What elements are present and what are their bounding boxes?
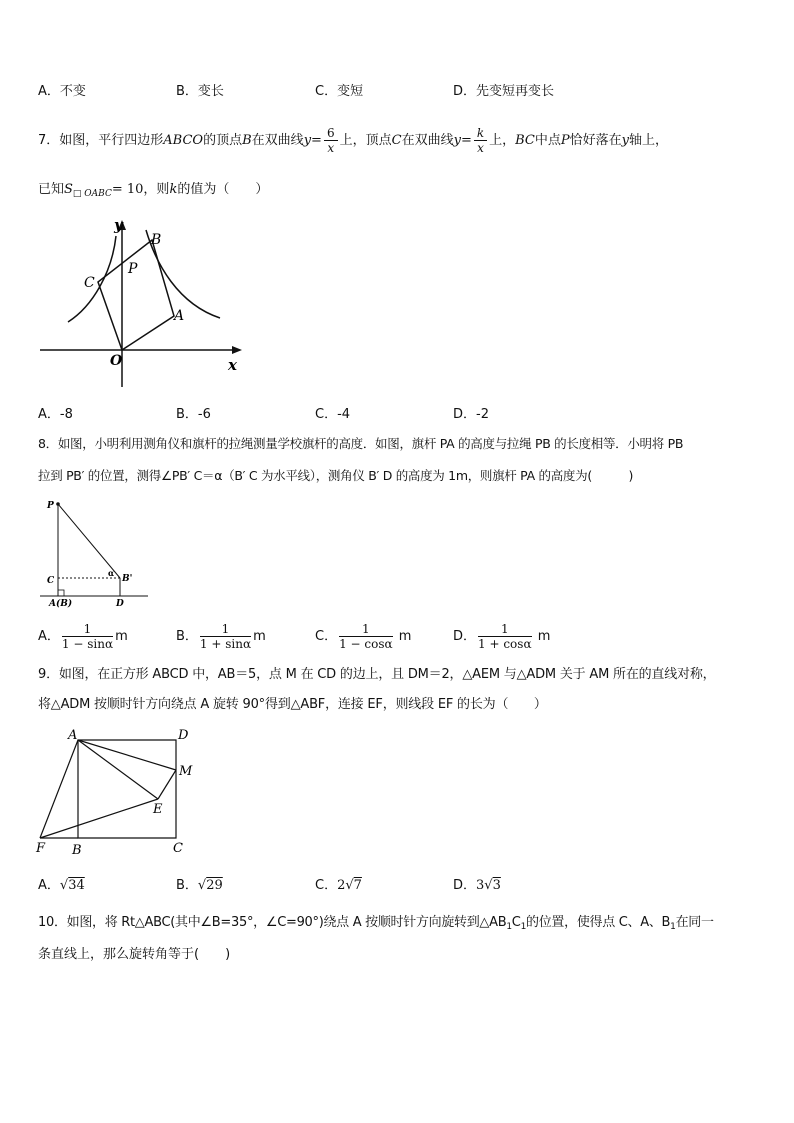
label-alpha: α bbox=[108, 568, 115, 578]
parallelogram-oabc bbox=[98, 240, 174, 350]
q10-stem-line2: 条直线上，那么旋转角等于( ) bbox=[38, 947, 231, 962]
right-angle-mark bbox=[58, 590, 64, 596]
q9-option-c: C．2√7 bbox=[315, 878, 362, 893]
q6-option-a: A．不变 bbox=[38, 84, 86, 99]
label-a: A bbox=[68, 728, 78, 743]
q9-stem-line2: 将△ADM 按顺时针方向绕点 A 旋转 90°得到△ABF，连接 EF，则线段 EF 的长为（ ） bbox=[38, 697, 547, 712]
q8-option-d: D． $\frac{1}{1 + \cos\alpha}$ m bbox=[453, 622, 551, 651]
segment-af bbox=[40, 740, 78, 838]
q8-option-c: C． $\frac{1}{1 - \cos\alpha}$ m bbox=[315, 622, 412, 651]
q7-option-b: B．-6 bbox=[176, 407, 211, 422]
q10-stem-line1: 10．如图，将 Rt△ABC(其中∠B=35°，∠C=90°)绕点 A 按顺时针方向旋转到$\triangle AB_1C_1$的位置，使得点 C、A、$B_1$在同一 bbox=[38, 915, 714, 932]
segment-ae bbox=[78, 740, 158, 799]
q8-stem-line1: 8．如图，小明利用测角仪和旗杆的拉绳测量学校旗杆的高度．如图，旗杆 PA 的高度与拉绳 PB 的长度相等．小明将 PB bbox=[38, 436, 684, 451]
label-a-b: A(B) bbox=[49, 599, 73, 609]
q7-option-d: D．-2 bbox=[453, 407, 489, 422]
label-b-prime: B' bbox=[122, 574, 133, 584]
label-m: M bbox=[179, 764, 193, 779]
q7-option-a: A．-8 bbox=[38, 407, 73, 422]
q7-stem-line1: 7．如图，平行四边形ABCO的顶点B在双曲线y= $\frac{6}{x}$ 上，顶点C在双曲线y= $\frac{k}{x}$ 上，BC中点P恰好落在y轴上， bbox=[38, 126, 669, 155]
q8-figure bbox=[38, 496, 153, 612]
q6-option-b: B．变长 bbox=[176, 84, 224, 99]
label-a: A bbox=[174, 308, 185, 324]
x-axis-arrow bbox=[232, 346, 242, 354]
q9-option-b: B．√29 bbox=[176, 878, 223, 893]
q7-option-c: C．-4 bbox=[315, 407, 351, 422]
q8-option-b: B． $\frac{1}{1 + \sin\alpha}$ m bbox=[176, 622, 266, 651]
label-d: D bbox=[178, 728, 189, 743]
label-p: P bbox=[47, 501, 54, 511]
q9-stem-line1: 9．如图，在正方形 ABCD 中，AB＝5，点 M 在 CD 的边上，且 DM＝2，△AEM 与△ADM 关于 AM 所在的直线对称， bbox=[38, 667, 716, 682]
label-b: B bbox=[151, 232, 162, 248]
q7-stem-line2: 已知$S_{□ OABC}= 10$，则k的值为（ ） bbox=[38, 182, 269, 199]
label-b: B bbox=[72, 843, 82, 858]
segment-em bbox=[158, 770, 176, 799]
q7-figure bbox=[38, 212, 258, 392]
point-p bbox=[56, 502, 60, 506]
q8-option-a: A． $\frac{1}{1 - \sin\alpha}$ m bbox=[38, 622, 128, 651]
q6-option-d: D．先变短再变长 bbox=[453, 84, 555, 99]
label-f: F bbox=[36, 841, 46, 856]
label-c: C bbox=[84, 275, 95, 291]
segment-ef bbox=[40, 799, 158, 838]
q8-stem-line2: 拉到 PB′ 的位置，测得∠PB′ C＝α（B′ C 为水平线），测角仪 B′ D 的高度为 1m，则旗杆 PA 的高度为( ) bbox=[38, 468, 634, 483]
q6-option-c: C．变短 bbox=[315, 84, 364, 99]
label-c: C bbox=[173, 841, 183, 856]
label-y: y bbox=[114, 216, 123, 234]
q7-fraction-6-over-x: $\frac{6}{x}$ bbox=[324, 126, 338, 155]
segment-am bbox=[78, 740, 176, 770]
label-e: E bbox=[153, 802, 163, 817]
label-p: P bbox=[128, 261, 138, 277]
label-o: O bbox=[110, 353, 123, 369]
rope-pb-prime bbox=[58, 504, 120, 578]
label-x: x bbox=[228, 356, 237, 374]
label-c: C bbox=[47, 576, 55, 586]
q9-figure bbox=[32, 724, 207, 859]
label-d: D bbox=[116, 599, 124, 609]
q7-fraction-k-over-x: $\frac{k}{x}$ bbox=[474, 126, 487, 155]
q9-option-a: A．√34 bbox=[38, 878, 85, 893]
q9-option-d: D．3√3 bbox=[453, 878, 501, 893]
